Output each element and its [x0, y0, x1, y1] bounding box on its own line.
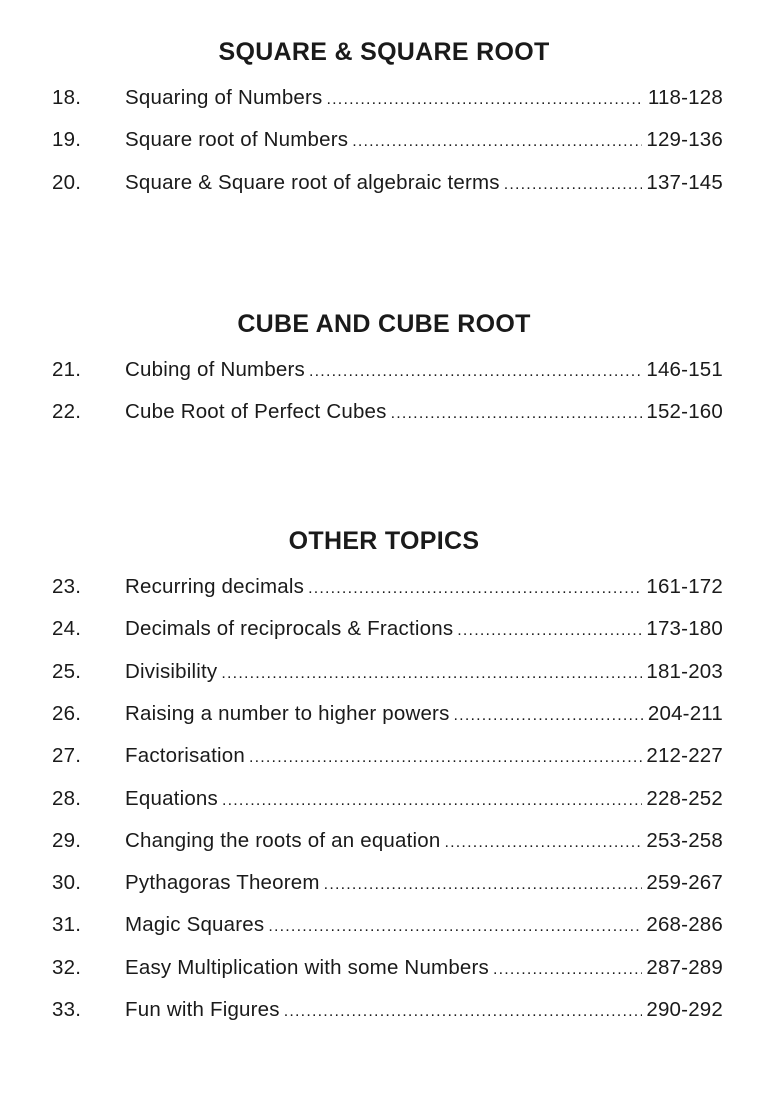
entry-title: Square root of Numbers	[125, 128, 349, 152]
toc-entry	[52, 871, 723, 901]
entry-number: 18.	[52, 86, 82, 109]
toc-entry	[52, 575, 723, 605]
toc-entry	[52, 358, 723, 388]
entry-title: Cube Root of Perfect Cubes	[125, 400, 387, 424]
entry-number: 30.	[52, 871, 82, 895]
toc-entry	[52, 744, 723, 774]
entry-number: 20.	[52, 170, 82, 194]
entry-pages: 181-203	[646, 659, 723, 683]
dot-leader	[308, 580, 642, 598]
dot-leader	[493, 961, 642, 979]
section-heading: OTHER TOPICS	[288, 527, 480, 555]
entry-title: Magic Squares	[125, 913, 265, 937]
entry-title: Squaring of Numbers	[125, 86, 323, 109]
toc-entry	[52, 617, 723, 647]
entry-pages: 137-145	[646, 170, 723, 194]
entry-pages: 253-258	[646, 828, 723, 852]
entry-pages: 146-151	[646, 358, 723, 381]
toc-entry	[52, 787, 723, 817]
entry-number: 25.	[52, 659, 82, 683]
entry-title: Pythagoras Theorem	[125, 871, 320, 895]
dot-leader	[284, 1003, 643, 1021]
toc-entry	[52, 171, 723, 201]
entry-number: 21.	[52, 358, 82, 381]
entry-title: Factorisation	[125, 744, 245, 768]
entry-title: Raising a number to higher powers	[125, 701, 450, 725]
dot-leader	[352, 133, 642, 151]
entry-pages: 287-289	[646, 955, 723, 979]
dot-leader	[454, 707, 644, 725]
toc-entry	[52, 998, 723, 1028]
entry-pages: 152-160	[646, 400, 723, 424]
entry-pages: 204-211	[647, 701, 723, 725]
entry-pages: 129-136	[646, 128, 723, 152]
section-heading: SQUARE & SQUARE ROOT	[218, 38, 550, 66]
dot-leader	[268, 918, 642, 936]
entry-title: Fun with Figures	[125, 998, 280, 1021]
toc-entry	[52, 829, 723, 859]
entry-pages: 290-292	[646, 998, 723, 1021]
entry-title: Equations	[125, 786, 218, 810]
entry-title: Recurring decimals	[125, 575, 305, 598]
entry-number: 31.	[52, 913, 82, 937]
toc-entry	[52, 128, 723, 158]
entry-number: 22.	[52, 400, 82, 424]
dot-leader	[222, 792, 642, 810]
entry-number: 24.	[52, 617, 82, 641]
entry-pages: 228-252	[646, 786, 723, 810]
dot-leader	[504, 176, 643, 194]
entry-pages: 118-128	[647, 86, 723, 109]
toc-entry	[52, 913, 723, 943]
entry-pages: 212-227	[646, 744, 723, 768]
entry-pages: 161-172	[646, 575, 723, 598]
entry-title: Decimals of reciprocals & Fractions	[125, 617, 454, 641]
dot-leader	[309, 363, 642, 381]
dot-leader	[444, 834, 642, 852]
entry-number: 26.	[52, 701, 82, 725]
entry-title: Changing the roots of an equation	[125, 828, 441, 852]
dot-leader	[391, 405, 643, 423]
entry-number: 29.	[52, 828, 82, 852]
entry-pages: 259-267	[646, 871, 723, 895]
entry-number: 27.	[52, 744, 82, 768]
entry-number: 33.	[52, 998, 82, 1021]
toc-entry	[52, 660, 723, 690]
section-heading: CUBE AND CUBE ROOT	[237, 310, 531, 338]
dot-leader	[221, 665, 642, 683]
dot-leader	[324, 876, 643, 894]
toc-entry	[52, 956, 723, 986]
entry-title: Square & Square root of algebraic terms	[125, 170, 500, 194]
dot-leader	[327, 91, 644, 109]
entry-number: 28.	[52, 786, 82, 810]
toc-entry	[52, 400, 723, 430]
entry-number: 19.	[52, 128, 82, 152]
entry-title: Divisibility	[125, 659, 218, 683]
toc-entry	[52, 86, 723, 116]
entry-number: 23.	[52, 575, 82, 598]
dot-leader	[249, 749, 642, 767]
entry-pages: 268-286	[646, 913, 723, 937]
entry-title: Easy Multiplication with some Numbers	[125, 955, 489, 979]
dot-leader	[457, 622, 642, 640]
entry-title: Cubing of Numbers	[125, 358, 306, 381]
entry-pages: 173-180	[646, 617, 723, 641]
entry-number: 32.	[52, 955, 82, 979]
toc-entry	[52, 702, 723, 732]
